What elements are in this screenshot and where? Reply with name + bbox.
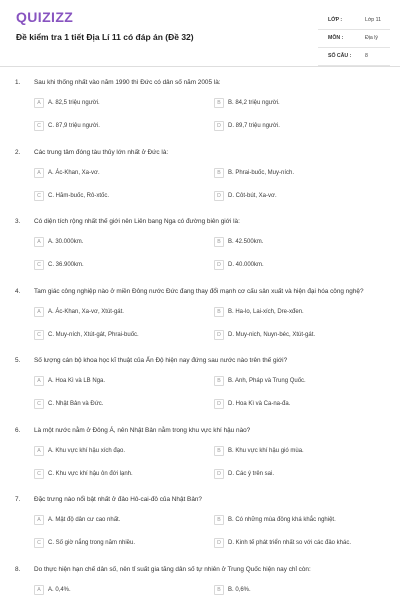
option-text: C. 87,9 triệu người. [48,123,100,129]
option-letter-box: B [214,446,224,456]
answer-option-a[interactable] [34,237,83,247]
meta-label: LỚP : [328,17,343,23]
option-letter-box: B [214,307,224,317]
option-text: A. Mật độ dân cư cao nhất. [48,517,121,523]
answer-option-b[interactable] [214,168,294,178]
answer-option-d[interactable] [214,191,277,201]
worksheet-header [0,0,400,67]
meta-value: 8 [365,53,368,59]
answer-option-b[interactable] [214,446,304,456]
question-text: Là một nước nằm ở Đông Á, nên Nhật Bản nằm trong khu vực khí hậu nào? [34,427,251,434]
question-text: Đặc trưng nào nổi bật nhất ở đảo Hô-cai-đô của Nhật Bản? [34,496,202,503]
answer-option-c[interactable] [34,538,135,548]
option-text: B. 0,6%. [228,587,251,593]
option-letter-box: B [214,515,224,525]
option-text: D. 40.000km. [228,262,264,268]
option-text: B. Khu vực khí hậu gió mùa. [228,448,304,454]
question-text: Sau khi thống nhất vào năm 1990 thì Đức có dân số năm 2005 là: [34,79,221,86]
option-letter-box: D [214,191,224,201]
answer-option-d[interactable] [214,260,264,270]
question-number: 5. [15,357,21,364]
option-text: D. Côt-bút, Xa-vơ. [228,193,277,199]
option-text: C. Nhật Bản và Đức. [48,401,104,407]
option-text: B. Ha-lo, Lai-xích, Dre-xđen. [228,309,304,315]
answer-option-c[interactable] [34,121,100,131]
quizizz-logo: QUIZIZZ [16,9,74,25]
question-number: 8. [15,566,21,573]
answer-option-a[interactable] [34,98,100,108]
question-text: Do thực hiện hạn chế dân số, nên tỉ suất gia tăng dân số tự nhiên ở Trung Quốc hiện nay chỉ còn: [34,566,311,573]
option-letter-box: B [214,98,224,108]
option-letter-box: D [214,121,224,131]
option-letter-box: A [34,168,44,178]
option-letter-box: D [214,399,224,409]
question-number: 4. [15,288,21,295]
answer-option-d[interactable] [214,330,315,340]
answer-option-a[interactable] [34,376,105,386]
option-letter-box: B [214,585,224,595]
option-letter-box: A [34,376,44,386]
option-letter-box: C [34,191,44,201]
option-letter-box: A [34,98,44,108]
answer-option-d[interactable] [214,538,351,548]
question-number: 6. [15,427,21,434]
option-letter-box: C [34,469,44,479]
question-number: 7. [15,496,21,503]
answer-option-b[interactable] [214,237,263,247]
option-letter-box: D [214,330,224,340]
meta-row-count [318,48,390,66]
option-text: D. Hoa Kì và Ca-na-đa. [228,401,291,407]
meta-label: SỐ CÂU : [328,53,352,59]
option-text: A. 30.000km. [48,239,84,245]
answer-option-c[interactable] [34,469,133,479]
question-text: Có diện tích rộng nhất thế giới nên Liên bang Nga có đường biên giới là: [34,218,240,225]
option-text: B. Anh, Pháp và Trung Quốc. [228,378,306,384]
option-text: B. 84,2 triệu người. [228,100,280,106]
question-text: Các trung tâm đóng tàu thủy lớn nhất ở Đức là: [34,149,169,156]
option-text: C. Muy-ních, Xtút-gát, Phrai-buốc. [48,332,139,338]
option-letter-box: C [34,399,44,409]
option-text: C. Số giờ nắng trong năm nhiều. [48,540,135,546]
option-letter-box: D [214,538,224,548]
question-number: 2. [15,149,21,156]
answer-option-a[interactable] [34,307,124,317]
option-text: A. Hoa Kì và LB Nga. [48,378,106,384]
option-text: C. Khu vực khí hậu ôn đới lạnh. [48,471,133,477]
option-letter-box: C [34,260,44,270]
answer-option-d[interactable] [214,399,290,409]
answer-option-b[interactable] [214,515,336,525]
option-letter-box: A [34,585,44,595]
meta-value: Lớp 11 [365,17,381,23]
option-text: B. 42.500km. [228,239,264,245]
option-letter-box: D [214,469,224,479]
option-letter-box: A [34,446,44,456]
option-text: A. 0,4%. [48,587,71,593]
option-letter-box: A [34,237,44,247]
option-text: A. 82,5 triệu người. [48,100,100,106]
option-letter-box: A [34,515,44,525]
option-letter-box: A [34,307,44,317]
option-text: B. Có những mùa đông khá khắc nghiệt. [228,517,336,523]
option-letter-box: C [34,330,44,340]
option-text: B. Phrai-buốc, Muy-ních. [228,170,295,176]
answer-option-c[interactable] [34,260,84,270]
question-text: Số lượng cán bộ khoa học kĩ thuật của Ấn Độ hiện nay đứng sau nước nào trên thế giới? [34,357,288,364]
answer-option-b[interactable] [214,376,306,386]
meta-label: MÔN : [328,35,344,41]
option-letter-box: D [214,260,224,270]
answer-option-a[interactable] [34,515,120,525]
option-text: C. Hăm-buốc, Rô-xtốc. [48,193,110,199]
option-text: A. Ác-Khan, Xa-vơ, Xtút-gát. [48,309,124,315]
meta-box [318,12,390,66]
option-text: C. 36.900km. [48,262,84,268]
answer-option-c[interactable] [34,191,109,201]
question-text: Tam giác công nghiệp nào ở miền Đông nước Đức đang thay đổi mạnh cơ cấu sản xuất và hiện đại hóa công nghệ? [34,288,364,295]
option-text: D. Các ý trên sai. [228,471,275,477]
option-letter-box: B [214,376,224,386]
answer-option-a[interactable] [34,446,125,456]
answer-option-c[interactable] [34,399,103,409]
option-text: D. Kinh tế phát triển nhất so với các đảo khác. [228,540,352,546]
question-number: 3. [15,218,21,225]
answer-option-d[interactable] [214,469,274,479]
question-number: 1. [15,79,21,86]
option-letter-box: B [214,168,224,178]
meta-row-subject [318,30,390,48]
option-letter-box: B [214,237,224,247]
answer-option-d[interactable] [214,121,280,131]
answer-option-c[interactable] [34,330,139,340]
answer-option-b[interactable] [214,585,251,595]
option-letter-box: C [34,121,44,131]
answer-option-b[interactable] [214,98,280,108]
meta-row-class [318,12,390,30]
page-title: Đề kiểm tra 1 tiết Địa Lí 11 có đáp án (Đề 32) [16,32,194,42]
option-text: A. Ác-Khan, Xa-vơ. [48,170,100,176]
option-letter-box: C [34,538,44,548]
option-text: A. Khu vực khí hậu xích đạo. [48,448,126,454]
option-text: D. Muy-nich, Nuyn-béc, Xtút-gát. [228,332,316,338]
answer-option-a[interactable] [34,585,71,595]
meta-value: Địa lý [365,35,378,41]
answer-option-b[interactable] [214,307,304,317]
option-text: D. 89,7 triệu người. [228,123,280,129]
answer-option-a[interactable] [34,168,100,178]
